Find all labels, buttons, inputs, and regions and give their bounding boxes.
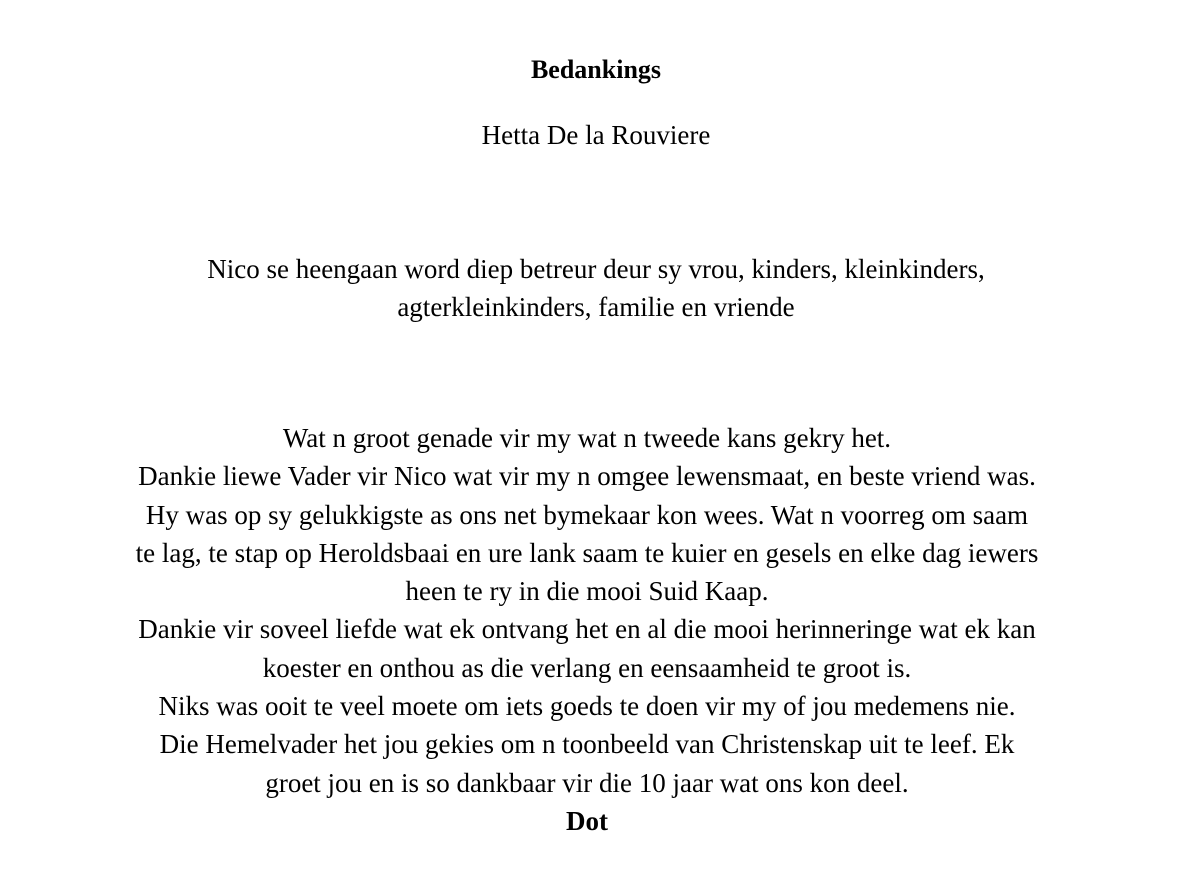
mourning-line: Nico se heengaan word diep betreur deur sy vrou, kinders, kleinkinders,: [207, 254, 985, 284]
message-line: te lag, te stap op Heroldsbaai en ure lank saam te kuier en gesels en elke dag iewers: [135, 537, 1039, 568]
message-line: groet jou en is so dankbaar vir die 10 jaar wat ons kon deel.: [265, 767, 909, 798]
message-line: Die Hemelvader het jou gekies om n toonbeeld van Christenskap uit te leef. Ek: [159, 729, 1015, 760]
message-line: Wat n groot genade vir my wat n tweede kans gekry het.: [282, 423, 892, 453]
message-line: Dankie vir soveel liefde wat ek ontvang het en al die mooi herinneringe wat ek kan: [138, 614, 1036, 645]
author-name: Hetta De la Rouviere: [481, 120, 711, 150]
message-line: Hy was op sy gelukkigste as ons net bymekaar kon wees. Wat n voorreg om saam: [145, 499, 1029, 530]
message-paragraph: [7, 419, 1167, 840]
mourning-line: agterkleinkinders, familie en vriende: [397, 292, 795, 322]
document-title: Bedankings: [530, 55, 662, 84]
message-line: Niks was ooit te veel moete om iets goeds te doen vir my of jou medemens nie.: [158, 691, 1016, 722]
message-line: heen te ry in die mooi Suid Kaap.: [405, 576, 769, 607]
message-line: Dankie liewe Vader vir Nico wat vir my n omgee lewensmaat, en beste vriend was.: [138, 461, 1036, 492]
signature: Dot: [566, 805, 608, 836]
message-line: koester en onthou as die verlang en eensaamheid te groot is.: [262, 652, 912, 683]
